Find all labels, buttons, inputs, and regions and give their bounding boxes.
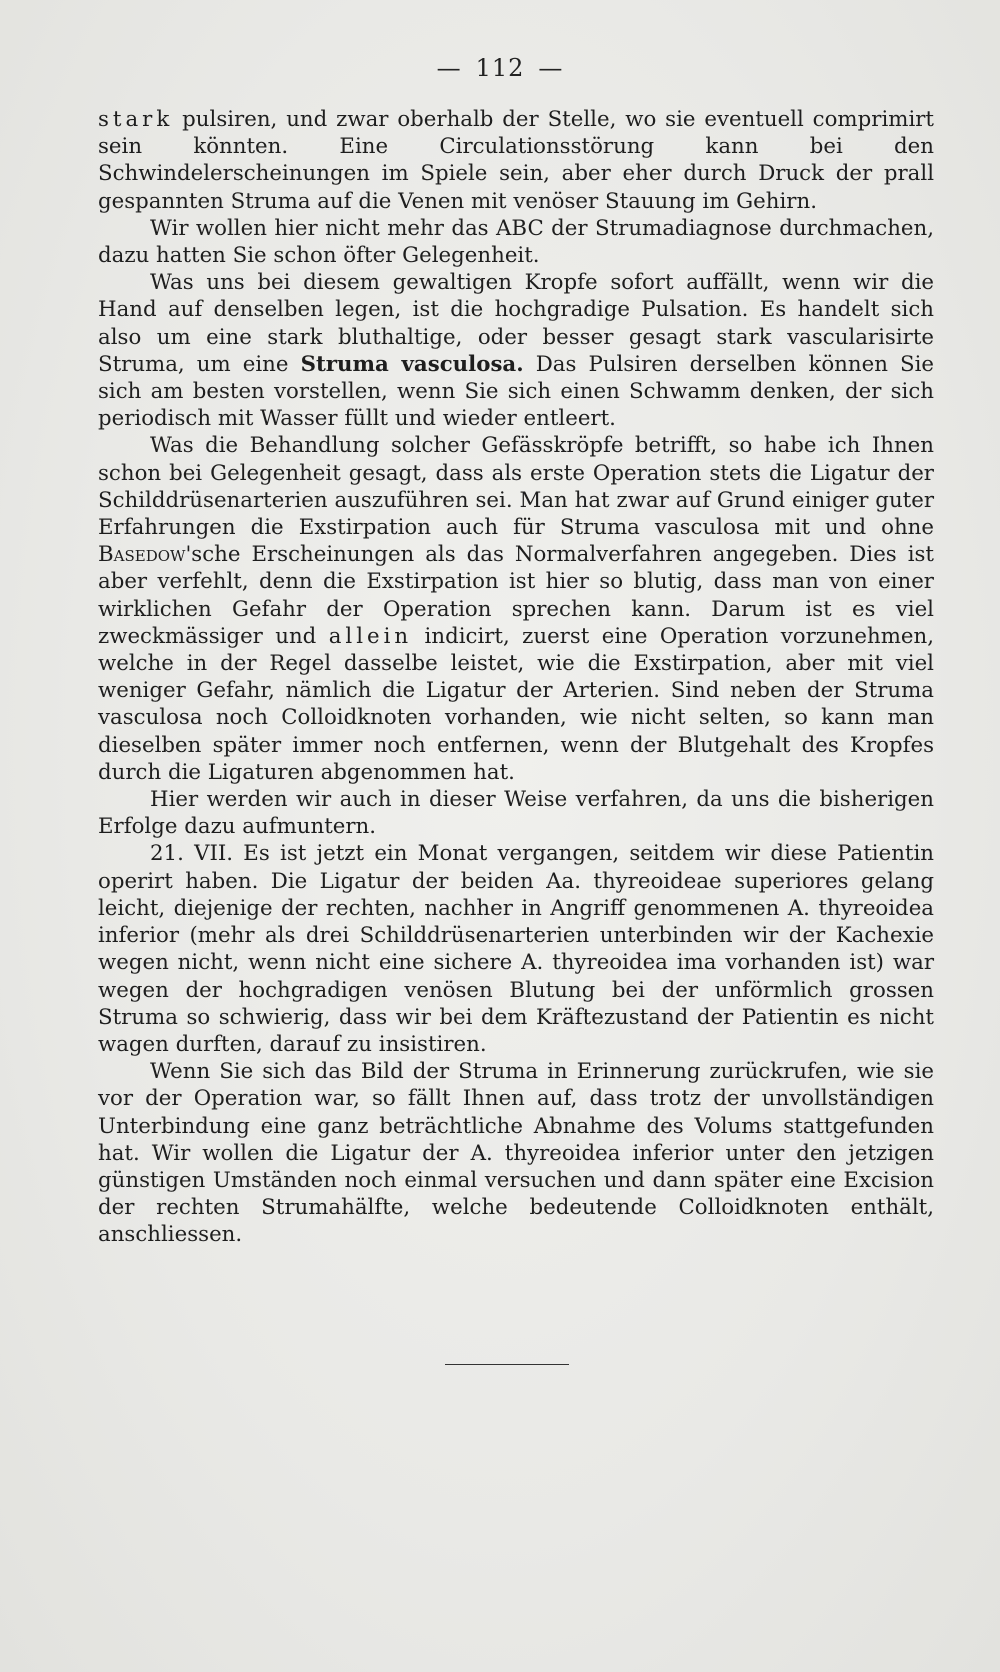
paragraph-4 bbox=[98, 432, 934, 786]
paragraph-5 bbox=[98, 786, 934, 840]
page-number-dash-left: — bbox=[436, 54, 462, 82]
page-number-dash-right: — bbox=[538, 54, 564, 82]
page-number-value: 112 bbox=[475, 54, 525, 82]
paragraph-4-part-1: Was die Behandlung solcher Gefässkröpfe betrifft, so habe ich Ihnen schon bei Gelegenheit gesagt, dass als erste Operation stets die Ligatur der Schilddrüsenarterien auszuführen sei. Man hat zwar auf Grund einiger guter Erfahrungen die Exstirpation auch für Struma vasculosa mit und ohne bbox=[98, 433, 934, 541]
paragraph-3-part-1: Was uns bei diesem gewaltigen Kropfe sofort auffällt, wenn wir die Hand auf denselben legen, ist die hochgradige Pulsation. Es handelt sich also um eine stark bluthaltige, oder besser gesagt stark vascularisirte Struma, um eine bbox=[98, 270, 934, 377]
paragraph-2-part-1: Wir wollen hier nicht mehr das ABC der Strumadiagnose durchmachen, dazu hatten Sie schon öfter Gelegenheit. bbox=[98, 215, 934, 269]
body-text bbox=[98, 106, 934, 1249]
paragraph-3-part-3: Das Pulsiren derselben können Sie sich am besten vorstellen, wenn Sie sich einen Schwamm denken, der sich periodisch mit Wasser füllt und wieder entleert. bbox=[98, 351, 934, 432]
paragraph-1 bbox=[98, 106, 934, 215]
paragraph-3 bbox=[98, 269, 934, 432]
paragraph-2 bbox=[98, 215, 934, 269]
paragraph-1-part-1: stark bbox=[98, 107, 174, 132]
paragraph-6-part-1: 21. VII. Es ist jetzt ein Monat vergangen, seitdem wir diese Patientin operirt haben. Die Ligatur der beiden Aa. thyreoideae superiores gelang leicht, diejenige der rechten, nachher in Angriff genommenen A. thyreoidea inferior (mehr als drei Schilddrüsenarterien unterbinden wir der Kachexie wegen nicht, wenn nicht eine sichere A. thyreoidea ima vorhanden ist) war wegen der hochgradigen venösen Blutung bei der unförmlich grossen Struma so schwierig, dass wir bei dem Kräftezustand der Patientin es nicht wagen durften, darauf zu insistiren. bbox=[98, 841, 934, 1057]
end-rule-divider bbox=[445, 1364, 569, 1365]
emphasis-allein: allein bbox=[328, 623, 413, 649]
name-basedow: Basedow bbox=[98, 542, 186, 568]
page-number bbox=[0, 54, 1000, 82]
paragraph-5-part-1: Hier werden wir auch in dieser Weise verfahren, da uns die bisherigen Erfolge dazu aufmuntern. bbox=[98, 787, 934, 840]
paragraph-4-part-3: 'sche Erscheinungen als das Normalverfahren angegeben. Dies ist aber verfehlt, denn die Exstirpation ist hier so blutig, dass man von einer wirklichen Gefahr der Operation sprechen kann. Darum ist es viel zweckmässiger und bbox=[98, 542, 934, 649]
paragraph-6 bbox=[98, 840, 934, 1058]
paragraph-7-part-1: Wenn Sie sich das Bild der Struma in Erinnerung zurückrufen, wie sie vor der Operation war, so fällt Ihnen auf, dass trotz der unvollständigen Unterbindung eine ganz beträchtliche Abnahme des Volums stattgefunden hat. Wir wollen die Ligatur der A. thyreoidea inferior unter den jetzigen günstigen Umständen noch einmal versuchen und dann später eine Excision der rechten Strumahälfte, welche bedeutende Colloidknoten enthält, anschliessen. bbox=[98, 1059, 934, 1248]
paragraph-7 bbox=[98, 1058, 934, 1248]
paragraph-1-part-2: pulsiren, und zwar oberhalb der Stelle, wo sie eventuell comprimirt sein könnten. Eine Circulationsstörung kann bei den Schwindelerscheinungen im Spiele sein, aber eher durch Druck der prall gespannten Struma auf die Venen mit venöser Stauung im Gehirn. bbox=[98, 107, 934, 214]
emphasis-struma-vasculosa: Struma vasculosa. bbox=[300, 351, 524, 377]
paragraph-4-part-5: indicirt, zuerst eine Operation vorzunehmen, welche in der Regel dasselbe leistet, wie die Exstirpation, aber mit viel weniger Gefahr, nämlich die Ligatur der Arterien. Sind neben der Struma vasculosa noch Colloidknoten vorhanden, wie nicht selten, so kann man dieselben später immer noch entfernen, wenn der Blutgehalt des Kropfes durch die Ligaturen abgenommen hat. bbox=[98, 623, 935, 785]
